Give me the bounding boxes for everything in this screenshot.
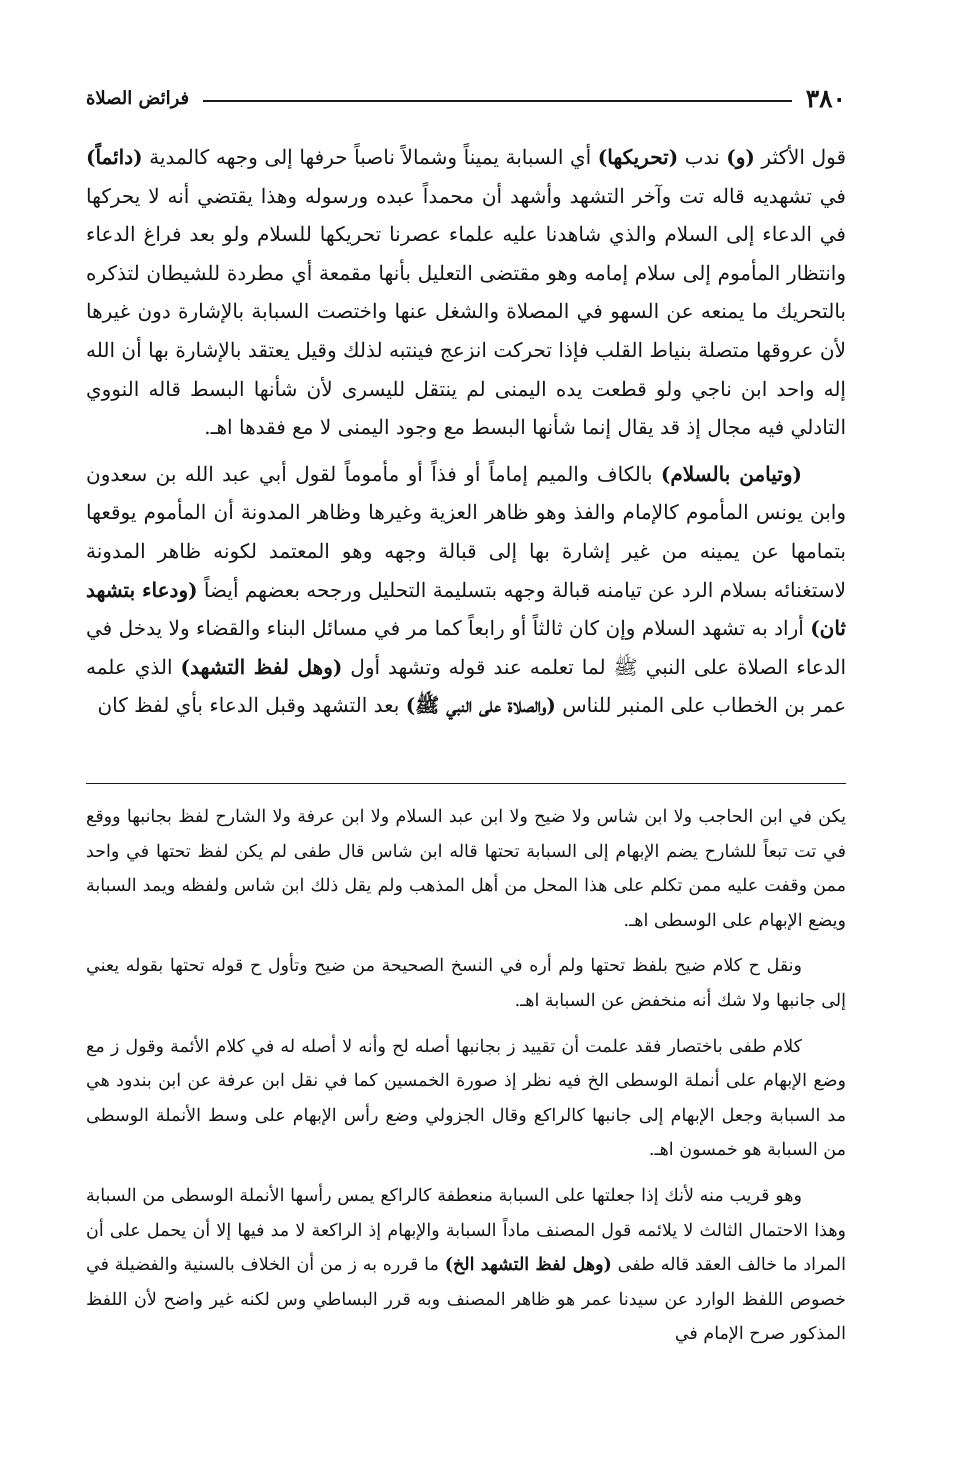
footnote-paragraph-3: كلام طفى باختصار فقد علمت أن تقييد ز بجانبها أصله لح وأنه لا أصله له في كلام الأئمة وقول ز مع وضع الإبهام على أنملة الوسطى الخ فيه نظر إذ صورة الخمسين كما في نقل ابن عرفة عن ابن بندود هي مد السبابة وجعل الإبهام إلى جانبها كالراكع وقال الجزولي وضع رأس الإبهام على وسط الأنملة الوسطى من السبابة هو خمسون اهـ. (86, 1036, 846, 1161)
footnote-separator (86, 783, 846, 784)
footnote-paragraph-1: يكن في ابن الحاجب ولا ابن شاس ولا ضيح ولا ابن عبد السلام ولا ابن عرفة ولا الشارح لفظ بجانبها ووقع في تت تبعاً للشارح يضم الإبهام إلى السبابة تحتها قاله ابن شاس قال طفى لم يكن لفظ تحتها في واحد ممن وقفت عليه ممن تكلم على هذا المحل من أهل المذهب ولم يقل ذلك ابن شاس ولفظه ويمد السبابة ويضع الإبهام على الوسطى اهـ. (86, 807, 846, 931)
footnote-paragraph-4 (86, 1179, 846, 1352)
text-run: أراد به تشهد السلام وإن كان ثالثاً أو رابعاً كما مر في مسائل البناء والقضاء ولا يدخل في الدعاء الصلاة على النبي ﷺ لما تعلمه عند قوله وتشهد أول (86, 616, 846, 679)
text-run: وهو قريب منه لأنك إذا جعلتها على السبابة منعطفة كالراكع يمس رأسها الأنملة الوسطى من السبابة وهذا الاحتمال الثالث لا يلائمه قول المصنف ماداً السبابة والإبهام إذ الراكعة لا مد فيها إلا أن يحمل على أن المراد ما خالف العقد قاله طفى (86, 1185, 846, 1276)
bold-term: (ودعاء بتشهد ثان) (85, 577, 846, 641)
text-run: بعد التشهد وقبل الدعاء بأي لفظ كان (97, 693, 406, 718)
bold-term: (وهل لفظ التشهد) (180, 654, 343, 679)
running-title: فرائض الصلاة (86, 87, 190, 109)
text-run: قول الأكثر (754, 145, 846, 169)
bold-term: (والصلاة على النبي ﷺ) (405, 693, 556, 718)
header-rule (203, 100, 792, 102)
page-number: ٣٨٠ (805, 83, 846, 113)
footnote-paragraph-2: ونقل ح كلام ضيح بلفظ تحتها ولم أره في النسخ الصحيحة من ضيح وتأول ح قوله تحتها بقوله يعني إلى جانبها ولا شك أنه منخفض عن السبابة اهـ. (86, 956, 846, 1011)
text-run: بالكاف والميم إماماً أو فذاً أو مأموماً لقول أبي عبد الله بن سعدون وابن يونس المأموم كالإمام والفذ وهو ظاهر العزية وغيرها وظاهر المدونة أن المأموم يوقعها بتمامها عن يمينه من غير إشارة بها إلى قبالة وجهه وهو المعتمد لكونه ظاهر المدونة لاستغنائه بسلام الرد عن تيامنه قبالة وجهه بتسليمة التحليل ورجحه بعضهم أيضاً (86, 461, 847, 602)
text-run: ما قرره به ز من أن الخلاف بالسنية والفضيلة في خصوص اللفظ الوارد عن سيدنا عمر هو ظاهر المصنف وبه قرر البساطي وس لكنه غير واضح لأن اللفظ المذكور صرح الإمام في (86, 1255, 846, 1345)
bold-term: (دائماً) (86, 145, 143, 169)
footnotes (86, 800, 846, 1352)
bold-term: (تحريكها) (597, 145, 679, 169)
text-run: في تشهديه قاله تت وآخر التشهد وأشهد أن محمداً عبده ورسوله وهذا يقتضي أنه لا يحركها في الدعاء إلى السلام والذي شاهدنا عليه علماء عصرنا تحريكها للسلام ولو بعد فراغ الدعاء وانتظار المأموم إلى سلام إمامه وهو مقتضى التعليل بأنها مقمعة أي مطردة للشيطان لتذكره بالتحريك ما يمنعه عن السهو في المصلاة والشغل عنها واختصت السبابة بالإشارة دون غيرها لأن عروقها متصلة بنياط القلب فإذا تحركت انزعج فينتبه لذلك وقيل يعتقد بالإشارة بها أن الله إله واحد ابن ناجي ولو قطعت يده اليمنى لم ينتقل لليسرى لأن شأنها البسط قاله النووي التادلي فيه مجال إذ قد يقال إنما شأنها البسط مع وجود اليمنى لا مع فقدها اهـ. (86, 183, 846, 440)
page-header (86, 78, 846, 118)
text-run: الذي علمه عمر بن الخطاب على المنبر للناس (86, 654, 846, 718)
bold-term: (و) (726, 145, 755, 169)
main-paragraph-2 (86, 455, 846, 725)
main-paragraph-1 (86, 138, 846, 447)
bold-term: (وهل لفظ التشهد الخ) (444, 1255, 612, 1276)
text-run: أي السبابة يميناً وشمالاً ناصباً حرفها إلى وجهه كالمدية (142, 145, 598, 169)
bold-term: (وتيامن بالسلام) (660, 461, 802, 486)
main-text (86, 138, 846, 725)
text-run: ندب (678, 145, 727, 169)
